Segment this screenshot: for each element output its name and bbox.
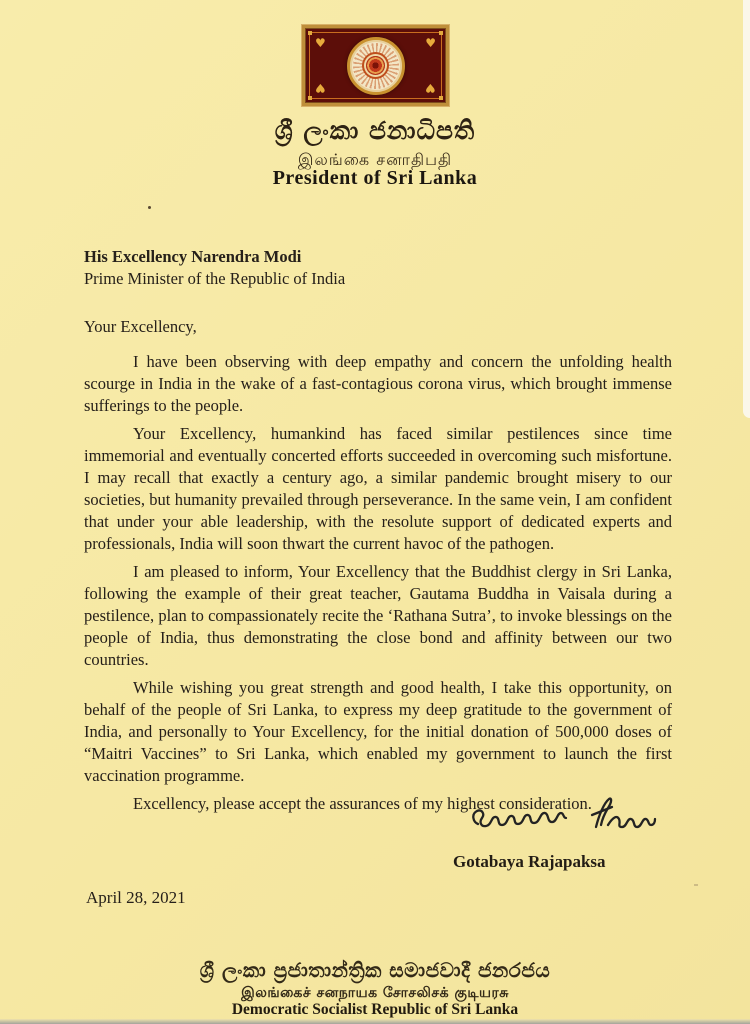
signer-name: Gotabaya Rajapaksa bbox=[453, 852, 606, 871]
signature-scribble-icon bbox=[462, 794, 662, 844]
letterhead-title-english: President of Sri Lanka bbox=[272, 167, 478, 189]
footer-republic-sinhala: ශ්‍රී ලංකා ප්‍රජාතාන්ත්‍රික සමාජවාදී ජනරජය bbox=[199, 958, 551, 982]
bo-leaf-icon: ♥ bbox=[315, 36, 326, 50]
flag-inner-border bbox=[309, 32, 442, 99]
scan-speck bbox=[148, 206, 151, 209]
paragraph-4: While wishing you great strength and good health, I take this opportunity, on behalf of the people of Sri Lanka, to express my deep gratitude to the government of India, and personally to Your Excellency, for the initial donation of 500,000 doses of “Maitri Vaccines” to Sri Lanka, which enabled my government to launch the first vaccination programme. bbox=[84, 678, 672, 785]
scan-speck bbox=[694, 884, 698, 886]
bo-leaf-icon: ♥ bbox=[425, 36, 436, 50]
letter-date: April 28, 2021 bbox=[86, 888, 186, 907]
bo-leaf-icon: ♥ bbox=[425, 81, 436, 95]
dharmachakra-sun-medallion-icon bbox=[347, 37, 405, 95]
letterhead-title-sinhala: ශ්‍රී ලංකා ජනාධිපති bbox=[274, 116, 476, 145]
salutation: Your Excellency, bbox=[84, 317, 197, 336]
medallion-core bbox=[366, 56, 386, 76]
recipient-name: His Excellency Narendra Modi bbox=[84, 247, 302, 266]
recipient-title: Prime Minister of the Republic of India bbox=[84, 269, 346, 288]
flag-corner-ornament bbox=[308, 96, 312, 100]
closing-line: Excellency, please accept the assurances of my highest consideration. bbox=[133, 794, 592, 813]
presidential-standard-flag-icon bbox=[302, 25, 449, 106]
footer-republic-tamil: இலங்கைச் சனநாயக சோசலிசக் குடியரசு bbox=[241, 985, 509, 1001]
paragraph-3: I am pleased to inform, Your Excellency that the Buddhist clergy in Sri Lanka, following the example of their great teacher, Gautama Buddha in Vaisala during a pestilence, plan to compassionately recite the ‘Rathana Sutra’, to invoke blessings on the people of India, thus demonstrating the close bond and affinity between our two countries. bbox=[84, 562, 672, 669]
flag-corner-ornament bbox=[439, 31, 443, 35]
scan-edge-artifact-bottom bbox=[0, 1019, 750, 1024]
flag-corner-ornament bbox=[439, 96, 443, 100]
paragraph-1: I have been observing with deep empathy and concern the unfolding health scourge in India in the wake of a fast-contagious corona virus, which brought immense sufferings to the people. bbox=[84, 352, 672, 415]
flag-corner-ornament bbox=[308, 31, 312, 35]
letter-body bbox=[84, 246, 672, 815]
scan-edge-artifact-right bbox=[743, 0, 750, 418]
paragraph-2: Your Excellency, humankind has faced similar pestilences since time immemorial and eventually concerted efforts succeeded in overcoming such misfortune. I may recall that exactly a century ago, a similar pandemic brought misery to our societies, but humanity prevailed through perseverance. In the same vein, I am confident that under your able leadership, with the resolute support of dedicated experts and professionals, India will soon thwart the current havoc of the pathogen. bbox=[84, 424, 672, 553]
footer-republic-english: Democratic Socialist Republic of Sri Lanka bbox=[231, 1001, 519, 1018]
bo-leaf-icon: ♥ bbox=[315, 81, 326, 95]
letterhead-title-tamil: இலங்கை சனாதிபதி bbox=[297, 150, 453, 169]
